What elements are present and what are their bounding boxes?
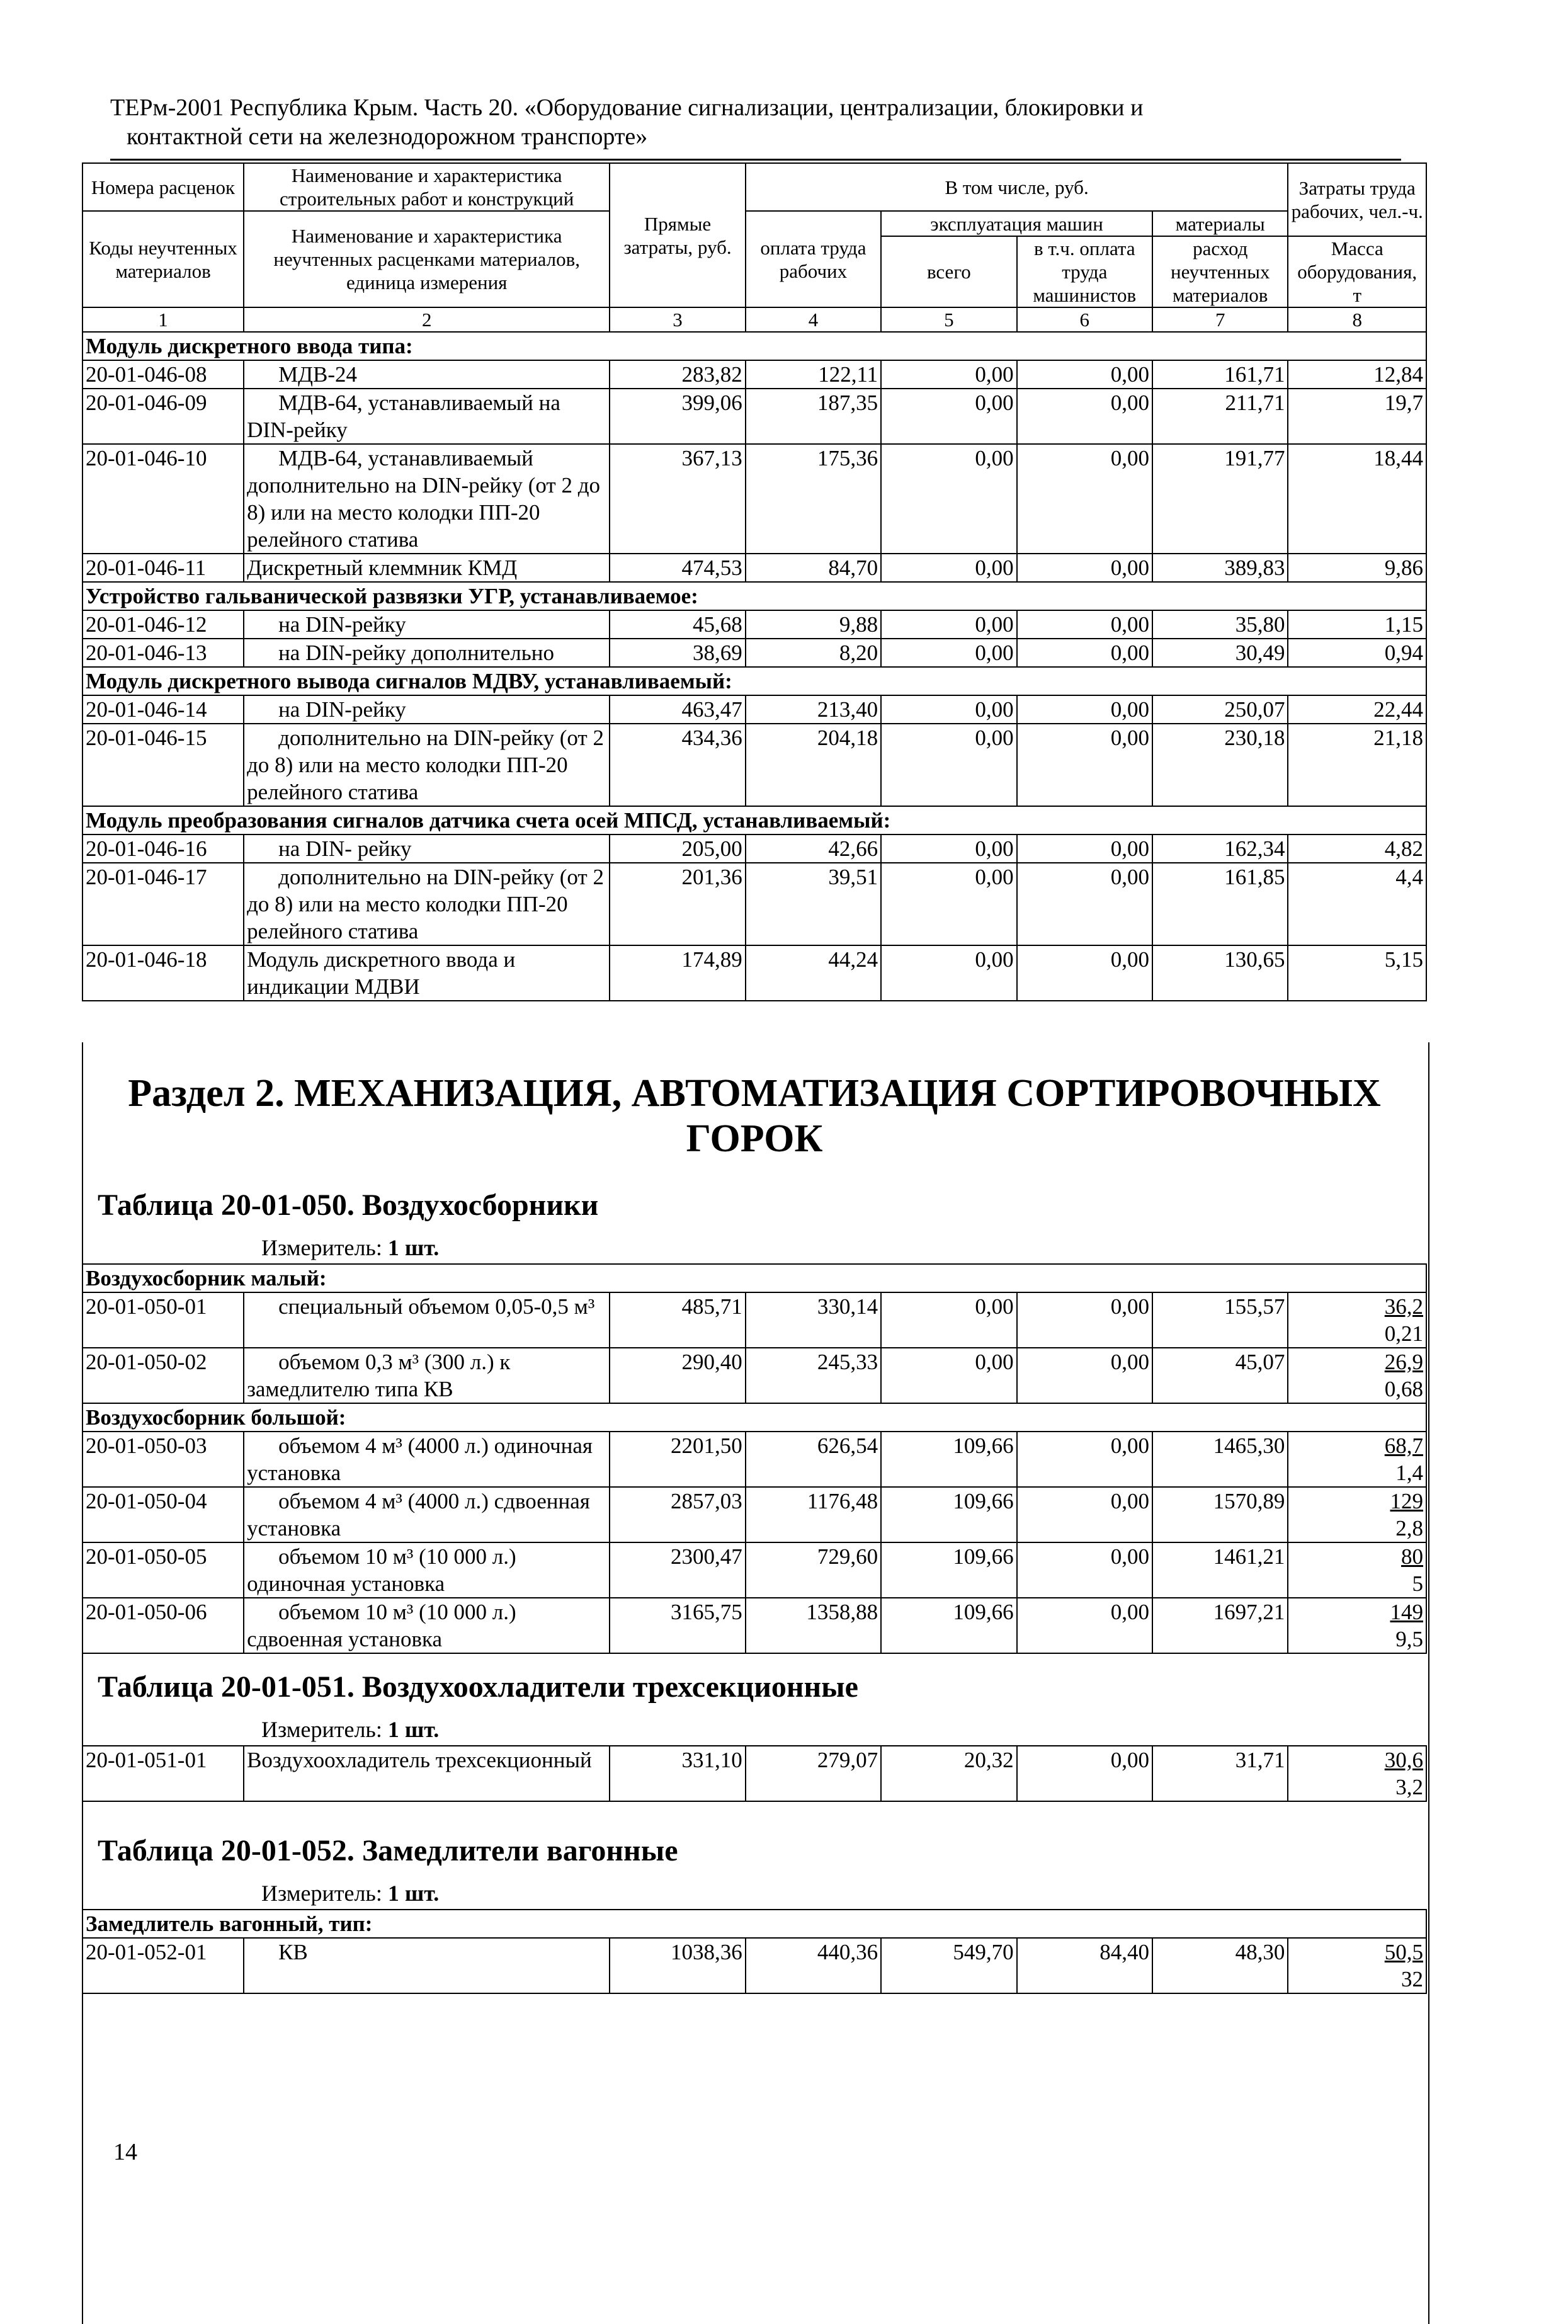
materials: 45,07 <box>1152 1348 1288 1403</box>
direct-cost: 2201,50 <box>610 1432 745 1487</box>
table-row <box>82 1938 1426 1993</box>
materials: 191,77 <box>1152 444 1288 554</box>
direct-cost: 205,00 <box>610 834 745 863</box>
direct-cost: 474,53 <box>610 554 745 582</box>
rate-name: объемом 4 м³ (4000 л.) одиночная установка <box>244 1432 610 1487</box>
mass: 9,5 <box>1395 1627 1423 1651</box>
materials: 35,80 <box>1152 610 1288 639</box>
operator-pay: 0,00 <box>1017 389 1152 444</box>
group-heading: Устройство гальванической развязки УГР, устанавливаемое: <box>82 582 1426 610</box>
group-heading: Модуль преобразования сигналов датчика счета осей МПСД, устанавливаемый: <box>82 806 1426 834</box>
operator-pay: 0,00 <box>1017 444 1152 554</box>
rate-code: 20-01-046-09 <box>82 389 244 444</box>
worker-pay: 204,18 <box>746 724 881 806</box>
section-title: Раздел 2. МЕХАНИЗАЦИЯ, АВТОМАТИЗАЦИЯ СОРТИРОВОЧНЫХ ГОРОК <box>128 1072 1381 1160</box>
col-number: 8 <box>1288 307 1426 332</box>
direct-cost: 434,36 <box>610 724 745 806</box>
worker-pay: 330,14 <box>746 1292 881 1348</box>
labor-mass <box>1288 1938 1426 1993</box>
materials: 211,71 <box>1152 389 1288 444</box>
table-row <box>82 389 1426 444</box>
col-header-mass: Масса оборудования, т <box>1288 236 1426 307</box>
machine-total: 0,00 <box>881 1292 1016 1348</box>
operator-pay: 0,00 <box>1017 834 1152 863</box>
direct-cost: 2857,03 <box>610 1487 745 1542</box>
operator-pay: 0,00 <box>1017 945 1152 1001</box>
col-number: 7 <box>1152 307 1288 332</box>
worker-pay: 84,70 <box>746 554 881 582</box>
rate-code: 20-01-050-02 <box>82 1348 244 1403</box>
group-heading: Воздухосборник малый: <box>82 1264 1426 1292</box>
labor: 19,7 <box>1288 389 1426 444</box>
direct-cost: 463,47 <box>610 695 745 724</box>
table-row <box>82 1292 1426 1348</box>
operator-pay: 0,00 <box>1017 639 1152 667</box>
group-heading: Воздухосборник большой: <box>82 1403 1426 1432</box>
col-header-machines: эксплуатация машин <box>881 211 1152 236</box>
labor-mass <box>1288 1746 1426 1801</box>
col-header-work-name: Наименование и характеристика строительных работ и конструкций <box>244 163 610 211</box>
direct-cost: 367,13 <box>610 444 745 554</box>
rate-code: 20-01-050-01 <box>82 1292 244 1348</box>
machine-total: 0,00 <box>881 834 1016 863</box>
machine-total: 109,66 <box>881 1432 1016 1487</box>
table-row <box>82 610 1426 639</box>
rate-name: МДВ-64, устанавливаемый на DIN-рейку <box>244 389 610 444</box>
measure-label: Измеритель: <box>261 1881 382 1906</box>
machine-total: 0,00 <box>881 554 1016 582</box>
worker-pay: 626,54 <box>746 1432 881 1487</box>
measure-value: 1 шт. <box>387 1881 440 1906</box>
labor: 0,94 <box>1288 639 1426 667</box>
table-row <box>82 1542 1426 1598</box>
rate-name: объемом 10 м³ (10 000 л.) сдвоенная установка <box>244 1598 610 1653</box>
table-row <box>82 834 1426 863</box>
labor: 129 <box>1390 1489 1423 1513</box>
direct-cost: 174,89 <box>610 945 745 1001</box>
machine-total: 109,66 <box>881 1542 1016 1598</box>
worker-pay: 245,33 <box>746 1348 881 1403</box>
machine-total: 0,00 <box>881 389 1016 444</box>
direct-cost: 3165,75 <box>610 1598 745 1653</box>
table-title: Таблица 20-01-050. Воздухосборники <box>98 1188 599 1222</box>
worker-pay: 122,11 <box>746 360 881 389</box>
measure-unit <box>261 1716 439 1743</box>
mass: 5 <box>1412 1571 1423 1596</box>
rate-code: 20-01-050-06 <box>82 1598 244 1653</box>
operator-pay: 0,00 <box>1017 724 1152 806</box>
worker-pay: 39,51 <box>746 863 881 945</box>
mass: 32 <box>1401 1967 1423 1991</box>
worker-pay: 42,66 <box>746 834 881 863</box>
direct-cost: 283,82 <box>610 360 745 389</box>
col-number: 1 <box>82 307 244 332</box>
materials: 48,30 <box>1152 1938 1288 1993</box>
direct-cost: 201,36 <box>610 863 745 945</box>
col-header-material-use: расход неучтенных материалов <box>1152 236 1288 307</box>
materials: 230,18 <box>1152 724 1288 806</box>
operator-pay: 0,00 <box>1017 554 1152 582</box>
direct-cost: 290,40 <box>610 1348 745 1403</box>
materials: 161,85 <box>1152 863 1288 945</box>
rate-name: Модуль дискретного ввода и индикации МДВИ <box>244 945 610 1001</box>
rate-name: объемом 4 м³ (4000 л.) сдвоенная установка <box>244 1487 610 1542</box>
table-row <box>82 863 1426 945</box>
operator-pay: 0,00 <box>1017 1348 1152 1403</box>
operator-pay: 84,40 <box>1017 1938 1152 1993</box>
table-row <box>82 1432 1426 1487</box>
direct-cost: 1038,36 <box>610 1938 745 1993</box>
operator-pay: 0,00 <box>1017 1598 1152 1653</box>
machine-total: 0,00 <box>881 695 1016 724</box>
rate-code: 20-01-050-05 <box>82 1542 244 1598</box>
rate-code: 20-01-052-01 <box>82 1938 244 1993</box>
col-header-total: всего <box>881 236 1016 307</box>
rate-name: объемом 0,3 м³ (300 л.) к замедлителю типа КВ <box>244 1348 610 1403</box>
col-header-operator-pay: в т.ч. оплата труда машинистов <box>1017 236 1152 307</box>
mass: 0,21 <box>1384 1321 1423 1346</box>
rate-name: объемом 10 м³ (10 000 л.) одиночная установка <box>244 1542 610 1598</box>
worker-pay: 44,24 <box>746 945 881 1001</box>
materials: 1461,21 <box>1152 1542 1288 1598</box>
rate-code: 20-01-046-16 <box>82 834 244 863</box>
machine-total: 0,00 <box>881 639 1016 667</box>
rate-code: 20-01-046-12 <box>82 610 244 639</box>
table-row <box>82 360 1426 389</box>
col-header-worker-pay: оплата труда рабочих <box>746 211 881 307</box>
rate-name: МДВ-64, устанавливаемый дополнительно на DIN-рейку (от 2 до 8) или на место колодки ПП-20 релейного статива <box>244 444 610 554</box>
materials: 130,65 <box>1152 945 1288 1001</box>
materials: 1465,30 <box>1152 1432 1288 1487</box>
direct-cost: 399,06 <box>610 389 745 444</box>
rate-code: 20-01-046-13 <box>82 639 244 667</box>
col-header-labor: Затраты труда рабочих, чел.-ч. <box>1288 163 1426 236</box>
table-title: Таблица 20-01-052. Замедлители вагонные <box>98 1834 678 1867</box>
worker-pay: 8,20 <box>746 639 881 667</box>
labor-mass <box>1288 1348 1426 1403</box>
labor: 4,4 <box>1288 863 1426 945</box>
operator-pay: 0,00 <box>1017 360 1152 389</box>
direct-cost: 2300,47 <box>610 1542 745 1598</box>
labor: 9,86 <box>1288 554 1426 582</box>
col-header-material-codes: Коды неучтенных материалов <box>82 211 244 307</box>
measure-value: 1 шт. <box>387 1235 440 1260</box>
measure-value: 1 шт. <box>387 1717 440 1742</box>
labor-mass <box>1288 1432 1426 1487</box>
table-row <box>82 1746 1426 1801</box>
labor: 26,9 <box>1384 1350 1423 1374</box>
rate-code: 20-01-051-01 <box>82 1746 244 1801</box>
labor-mass <box>1288 1292 1426 1348</box>
worker-pay: 1358,88 <box>746 1598 881 1653</box>
rate-name: КВ <box>244 1938 610 1993</box>
mass: 3,2 <box>1395 1775 1423 1799</box>
rate-code: 20-01-050-04 <box>82 1487 244 1542</box>
worker-pay: 729,60 <box>746 1542 881 1598</box>
labor: 22,44 <box>1288 695 1426 724</box>
worker-pay: 1176,48 <box>746 1487 881 1542</box>
operator-pay: 0,00 <box>1017 695 1152 724</box>
table-row <box>82 639 1426 667</box>
rate-code: 20-01-050-03 <box>82 1432 244 1487</box>
machine-total: 109,66 <box>881 1598 1016 1653</box>
col-number: 2 <box>244 307 610 332</box>
direct-cost: 485,71 <box>610 1292 745 1348</box>
labor: 50,5 <box>1384 1940 1423 1964</box>
table-row <box>82 695 1426 724</box>
group-heading: Модуль дискретного ввода типа: <box>82 332 1426 360</box>
col-header-material-name: Наименование и характеристика неучтенных расценками материалов, единица измерения <box>244 211 610 307</box>
header-rule <box>110 159 1401 161</box>
labor: 18,44 <box>1288 444 1426 554</box>
materials: 30,49 <box>1152 639 1288 667</box>
worker-pay: 213,40 <box>746 695 881 724</box>
machine-total: 0,00 <box>881 610 1016 639</box>
measure-unit <box>261 1880 439 1906</box>
table-row <box>82 1487 1426 1542</box>
rate-code: 20-01-046-18 <box>82 945 244 1001</box>
labor: 12,84 <box>1288 360 1426 389</box>
group-heading: Замедлитель вагонный, тип: <box>82 1910 1426 1938</box>
header-line-2: контактной сети на железнодорожном транспорте» <box>127 123 648 150</box>
rate-code: 20-01-046-08 <box>82 360 244 389</box>
table-20-01-051 <box>82 1745 1427 1802</box>
group-heading: Модуль дискретного вывода сигналов МДВУ, устанавливаемый: <box>82 667 1426 695</box>
operator-pay: 0,00 <box>1017 1542 1152 1598</box>
col-number: 3 <box>610 307 745 332</box>
worker-pay: 175,36 <box>746 444 881 554</box>
rates-table <box>82 162 1427 1001</box>
rate-code: 20-01-046-11 <box>82 554 244 582</box>
labor-mass <box>1288 1598 1426 1653</box>
machine-total: 0,00 <box>881 1348 1016 1403</box>
machine-total: 0,00 <box>881 444 1016 554</box>
machine-total: 0,00 <box>881 945 1016 1001</box>
rate-name: Воздухоохладитель трехсекционный <box>244 1746 610 1801</box>
col-header-rate-numbers: Номера расценок <box>82 163 244 211</box>
machine-total: 0,00 <box>881 724 1016 806</box>
page-number: 14 <box>113 2139 137 2165</box>
mass: 1,4 <box>1395 1461 1423 1485</box>
rate-code: 20-01-046-10 <box>82 444 244 554</box>
operator-pay: 0,00 <box>1017 863 1152 945</box>
labor: 80 <box>1401 1544 1423 1569</box>
materials: 1570,89 <box>1152 1487 1288 1542</box>
materials: 161,71 <box>1152 360 1288 389</box>
worker-pay: 440,36 <box>746 1938 881 1993</box>
rate-name: МДВ-24 <box>244 360 610 389</box>
col-header-direct-costs: Прямые затраты, руб. <box>610 163 745 307</box>
mass: 0,68 <box>1384 1377 1423 1401</box>
rate-name: Дискретный клеммник КМД <box>244 554 610 582</box>
col-header-including: В том числе, руб. <box>746 163 1288 211</box>
direct-cost: 38,69 <box>610 639 745 667</box>
col-number: 5 <box>881 307 1016 332</box>
labor: 68,7 <box>1384 1433 1423 1458</box>
header-line-1: ТЕРм-2001 Республика Крым. Часть 20. «Оборудование сигнализации, централизации, блокировки и <box>110 94 1144 121</box>
machine-total: 0,00 <box>881 360 1016 389</box>
table-20-01-050 <box>82 1263 1427 1654</box>
rate-code: 20-01-046-15 <box>82 724 244 806</box>
table-row <box>82 444 1426 554</box>
labor: 36,2 <box>1384 1294 1423 1319</box>
labor: 149 <box>1390 1600 1423 1624</box>
table-row <box>82 945 1426 1001</box>
operator-pay: 0,00 <box>1017 1487 1152 1542</box>
worker-pay: 9,88 <box>746 610 881 639</box>
machine-total: 549,70 <box>881 1938 1016 1993</box>
labor: 5,15 <box>1288 945 1426 1001</box>
operator-pay: 0,00 <box>1017 1432 1152 1487</box>
table-row <box>82 554 1426 582</box>
running-header <box>110 93 1401 151</box>
operator-pay: 0,00 <box>1017 610 1152 639</box>
operator-pay: 0,00 <box>1017 1292 1152 1348</box>
rate-name: на DIN-рейку дополнительно <box>244 639 610 667</box>
materials: 250,07 <box>1152 695 1288 724</box>
col-number: 6 <box>1017 307 1152 332</box>
measure-label: Измеритель: <box>261 1235 382 1260</box>
labor: 1,15 <box>1288 610 1426 639</box>
labor-mass <box>1288 1542 1426 1598</box>
operator-pay: 0,00 <box>1017 1746 1152 1801</box>
materials: 389,83 <box>1152 554 1288 582</box>
rate-name: дополнительно на DIN-рейку (от 2 до 8) или на место колодки ПП-20 релейного статива <box>244 724 610 806</box>
machine-total: 20,32 <box>881 1746 1016 1801</box>
materials: 31,71 <box>1152 1746 1288 1801</box>
materials: 155,57 <box>1152 1292 1288 1348</box>
rate-name: специальный объемом 0,05-0,5 м³ <box>244 1292 610 1348</box>
labor: 30,6 <box>1384 1748 1423 1772</box>
worker-pay: 187,35 <box>746 389 881 444</box>
rate-name: дополнительно на DIN-рейку (от 2 до 8) или на место колодки ПП-20 релейного статива <box>244 863 610 945</box>
table-row <box>82 1348 1426 1403</box>
machine-total: 0,00 <box>881 863 1016 945</box>
rate-name: на DIN- рейку <box>244 834 610 863</box>
labor-mass <box>1288 1487 1426 1542</box>
rate-name: на DIN-рейку <box>244 695 610 724</box>
col-number: 4 <box>746 307 881 332</box>
materials: 1697,21 <box>1152 1598 1288 1653</box>
col-header-materials: материалы <box>1152 211 1288 236</box>
worker-pay: 279,07 <box>746 1746 881 1801</box>
measure-unit <box>261 1234 439 1261</box>
table-row <box>82 1598 1426 1653</box>
mass: 2,8 <box>1395 1516 1423 1541</box>
machine-total: 109,66 <box>881 1487 1016 1542</box>
direct-cost: 331,10 <box>610 1746 745 1801</box>
measure-label: Измеритель: <box>261 1717 382 1742</box>
labor: 21,18 <box>1288 724 1426 806</box>
labor: 4,82 <box>1288 834 1426 863</box>
rate-code: 20-01-046-14 <box>82 695 244 724</box>
direct-cost: 45,68 <box>610 610 745 639</box>
table-title: Таблица 20-01-051. Воздухоохладители трехсекционные <box>98 1670 858 1704</box>
rate-name: на DIN-рейку <box>244 610 610 639</box>
rate-code: 20-01-046-17 <box>82 863 244 945</box>
table-20-01-052 <box>82 1909 1427 1994</box>
table-row <box>82 724 1426 806</box>
materials: 162,34 <box>1152 834 1288 863</box>
